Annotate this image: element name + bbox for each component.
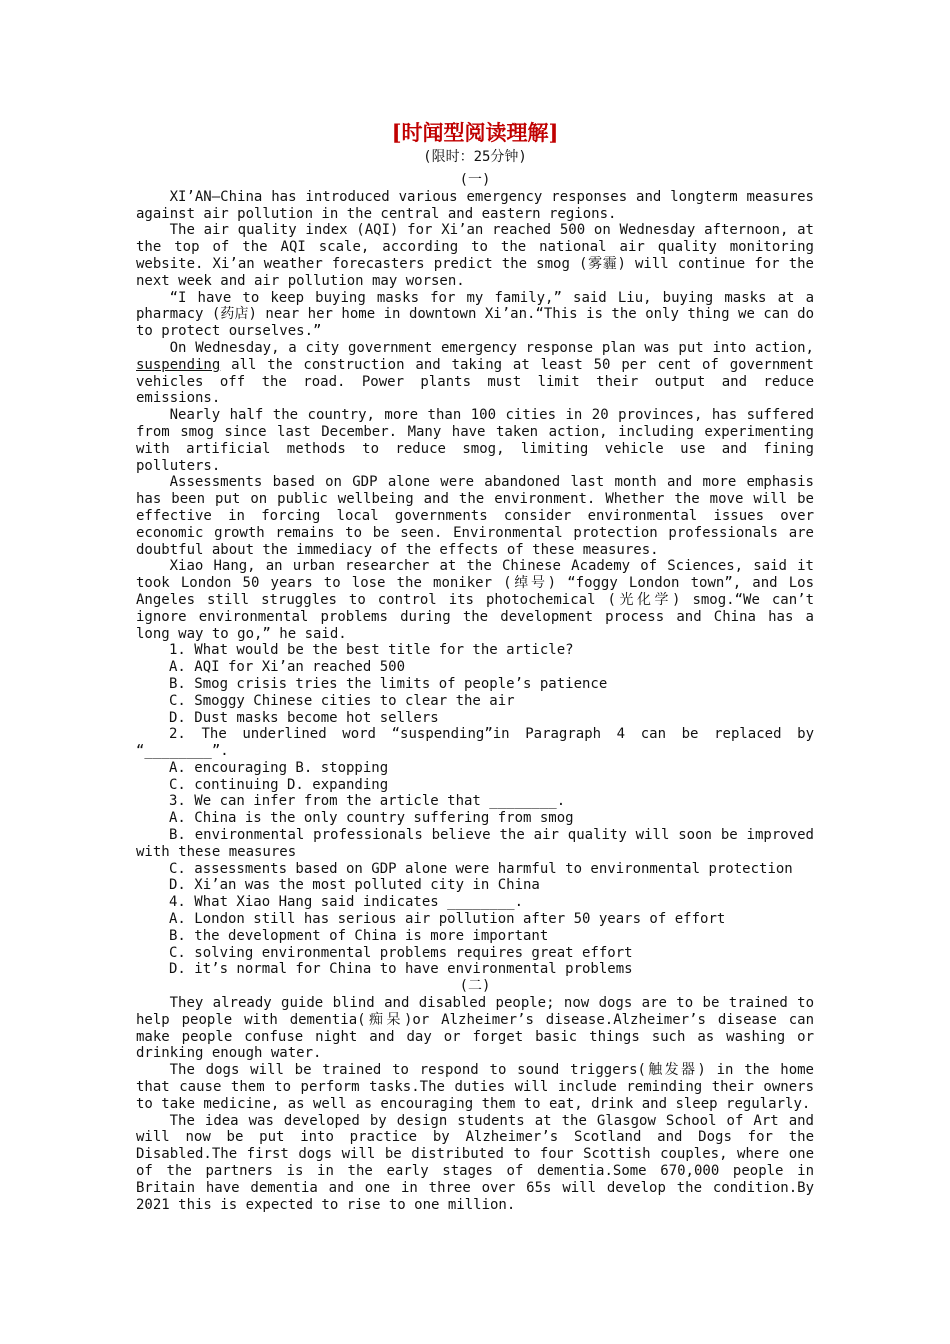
question-stem: 3. We can infer from the article that ________. — [169, 793, 566, 810]
paragraph: The dogs will be trained to respond to sound triggers(触发器) in the home that cause them to perform tasks.The duties will include reminding their owners to take medicine, as well as encouraging them to eat, drink and sleep regularly. — [136, 1062, 814, 1112]
underlined-word: suspending — [136, 356, 221, 373]
section-label-2: (二) — [459, 978, 491, 995]
answer-option: D. Dust masks become hot sellers — [169, 709, 439, 726]
document-page — [136, 118, 814, 1213]
section-label-1: (一) — [459, 172, 491, 188]
answer-option: A. China is the only country suffering from smog — [169, 810, 574, 827]
answer-option: B. Smog crisis tries the limits of people’s patience — [169, 675, 608, 692]
paragraph: They already guide blind and disabled people; now dogs are to be trained to help people with dementia(痴呆)or Alzheimer’s disease.Alzheimer’s disease can make people confuse night and day or forget basic things such as washing or drinking enough water. — [136, 995, 814, 1062]
answer-option: D. it’s normal for China to have environmental problems — [169, 961, 633, 978]
time-limit: (限时：25分钟) — [423, 149, 527, 165]
paragraph-with-underline — [136, 340, 814, 407]
paragraph: The air quality index (AQI) for Xi’an reached 500 on Wednesday afternoon, at the top of the AQI scale, according to the national air quality monitoring website. Xi’an weather forecasters predict the smog (雾霾) will continue for the next week and air pollution may worsen. — [136, 222, 814, 289]
answer-option: A. AQI for Xi’an reached 500 — [169, 659, 406, 676]
answer-option: A. encouraging B. stopping — [169, 759, 389, 776]
paragraph: “I have to keep buying masks for my family,” said Liu, buying masks at a pharmacy (药店) near her home in downtown Xi’an.“This is the only thing we can do to protect ourselves.” — [136, 289, 814, 340]
answer-option: B. environmental professionals believe the air quality will soon be improved with these measures — [136, 827, 814, 860]
page-title: [时闻型阅读理解] — [391, 120, 559, 145]
paragraph: Assessments based on GDP alone were abandoned last month and more emphasis has been put on public wellbeing and the environment. Whether the move will be effective in forcing local governments consider environmental issues over economic growth remains to be seen. Environmental protection professionals are doubtful about the immediacy of the effects of these measures. — [136, 474, 814, 558]
answer-option: C. Smoggy Chinese cities to clear the air — [169, 692, 515, 709]
paragraph: Nearly half the country, more than 100 cities in 20 provinces, has suffered from smog since last December. Many have taken action, including experimenting with artificial methods to reduce smog, limiting vehicle use and fining polluters. — [136, 407, 814, 474]
paragraph-text: all the construction and taking at least 50 per cent of government vehicles off the road. Power plants must limit their output and reduce emissions. — [136, 356, 814, 407]
question-stem: 1. What would be the best title for the article? — [169, 642, 574, 659]
answer-option: B. the development of China is more important — [169, 927, 549, 944]
question-stem: 2. The underlined word “suspending”in Paragraph 4 can be replaced by “________”. — [136, 726, 814, 760]
answer-option: C. continuing D. expanding — [169, 776, 389, 793]
paragraph: XI’AN—China has introduced various emergency responses and longterm measures against air pollution in the central and eastern regions. — [136, 188, 814, 222]
question-stem: 4. What Xiao Hang said indicates ________. — [169, 894, 524, 911]
paragraph-text: On Wednesday, a city government emergency response plan was put into action, — [169, 339, 814, 356]
answer-option: C. assessments based on GDP alone were harmful to environmental protection — [169, 860, 793, 877]
answer-option: A. London still has serious air pollution after 50 years of effort — [169, 911, 726, 928]
paragraph: Xiao Hang, an urban researcher at the Chinese Academy of Sciences, said it took London 50 years to lose the moniker (绰号) “foggy London town”, and Los Angeles still struggles to control its photochemical (光化学) smog.“We can’t ignore environmental problems during the development process and China has a long way to go,” he said. — [136, 558, 814, 642]
answer-option: D. Xi’an was the most polluted city in China — [169, 877, 540, 894]
answer-option: C. solving environmental problems requires great effort — [169, 944, 633, 961]
paragraph: The idea was developed by design students at the Glasgow School of Art and will now be put into practice by Alzheimer’s Scotland and Dogs for the Disabled.The first dogs will be distributed to four Scottish couples, where one of the partners is in the early stages of dementia.Some 670,000 people in Britain have dementia and one in three over 65s will develop the condition.By 2021 this is expected to rise to one million. — [136, 1112, 814, 1213]
